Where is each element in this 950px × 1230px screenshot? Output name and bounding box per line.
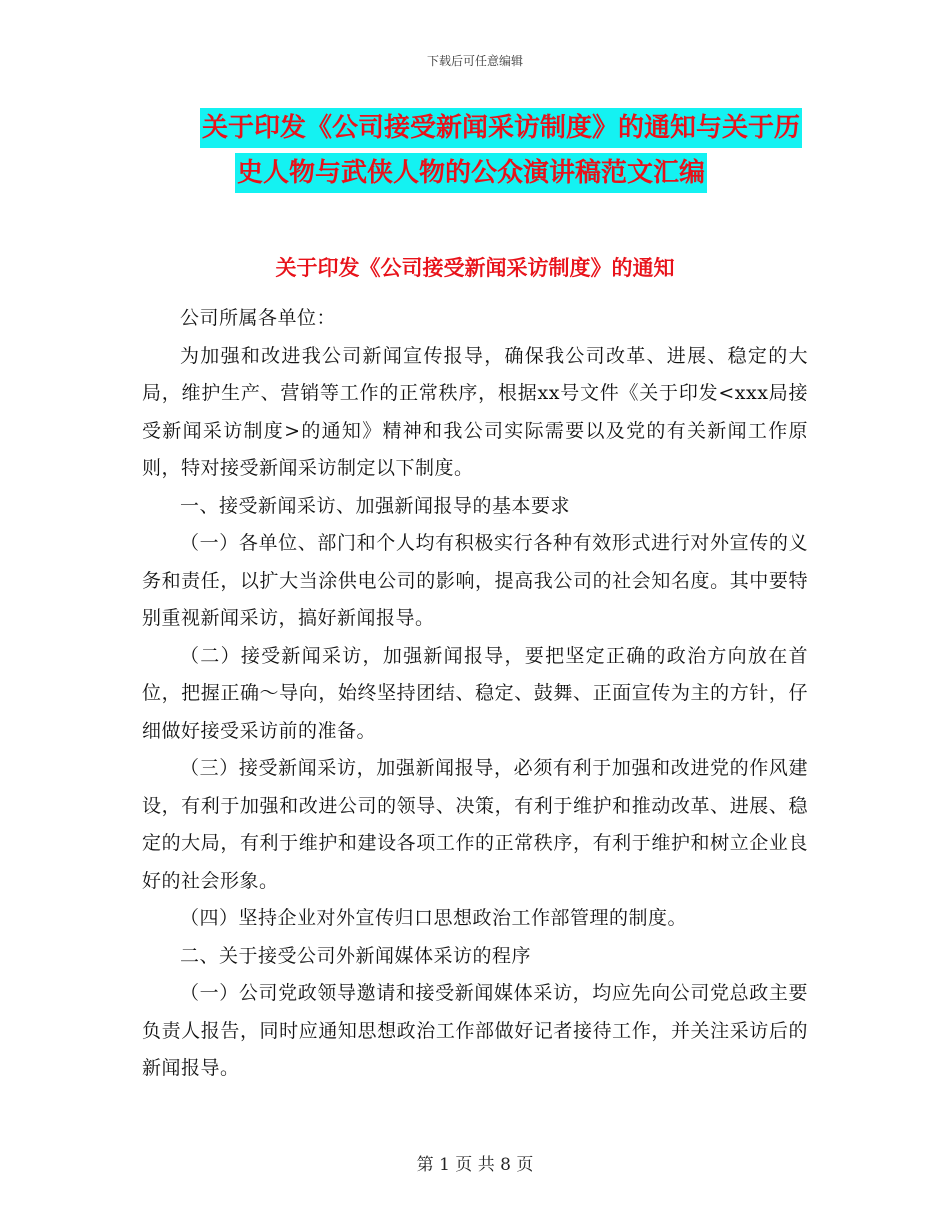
paragraph-heading-2: 二、关于接受公司外新闻媒体采访的程序: [180, 944, 532, 967]
paragraph-item-1-4: （四）坚持企业对外宣传归口思想政治工作部管理的制度。: [180, 907, 688, 929]
document-title-line-2: [235, 160, 707, 186]
section-title: 关于印发《公司接受新闻采访制度》的通知: [275, 256, 675, 280]
header-note: 下载后可任意编辑: [426, 54, 523, 68]
paragraph-item-2-1: （一）公司党政领导邀请和接受新闻媒体采访，均应先向公司党总政主要负责人报告，同时应通知思想政治工作部做好记者接待工作，并关注采访后的新闻报导。: [142, 982, 808, 1079]
page-footer: 第 1 页 共 8 页: [416, 1155, 534, 1175]
title-highlight-1: 关于印发《公司接受新闻采访制度》的通知与关于历: [200, 108, 802, 148]
paragraph-item-1-1: （一）各单位、部门和个人均有积极实行各种有效形式进行对外宣传的义务和责任，以扩大当涂供电公司的影响，提高我公司的社会知名度。其中要特别重视新闻采访，搞好新闻报导。: [142, 532, 808, 629]
paragraph-item-1-3: （三）接受新闻采访，加强新闻报导，必须有利于加强和改进党的作风建设，有利于加强和改进公司的领导、决策，有利于维护和推动改革、进展、稳定的大局，有利于维护和建设各项工作的正常秩序，有利于维护和树立企业良好的社会形象。: [142, 757, 808, 892]
document-body: [142, 300, 808, 1088]
paragraph-salutation: 公司所属各单位：: [180, 307, 337, 329]
paragraph-heading-1: 一、接受新闻采访、加强新闻报导的基本要求: [180, 494, 571, 517]
paragraph-intro: 为加强和改进我公司新闻宣传报导，确保我公司改革、进展、稳定的大局，维护生产、营销等工作的正常秩序，根据xx号文件《关于印发<xxx局接受新闻采访制度>的通知》精神和我公司实际需要以及党的有关新闻工作原则，特对接受新闻采访制定以下制度。: [142, 344, 808, 479]
title-highlight-2: 史人物与武侠人物的公众演讲稿范文汇编: [235, 153, 707, 193]
paragraph-item-1-2: （二）接受新闻采访，加强新闻报导，要把坚定正确的政治方向放在首位，把握正确～导向，始终坚持团结、稳定、鼓舞、正面宣传为主的方针，仔细做好接受采访前的准备。: [142, 644, 808, 742]
document-title-line-1: [140, 115, 802, 141]
